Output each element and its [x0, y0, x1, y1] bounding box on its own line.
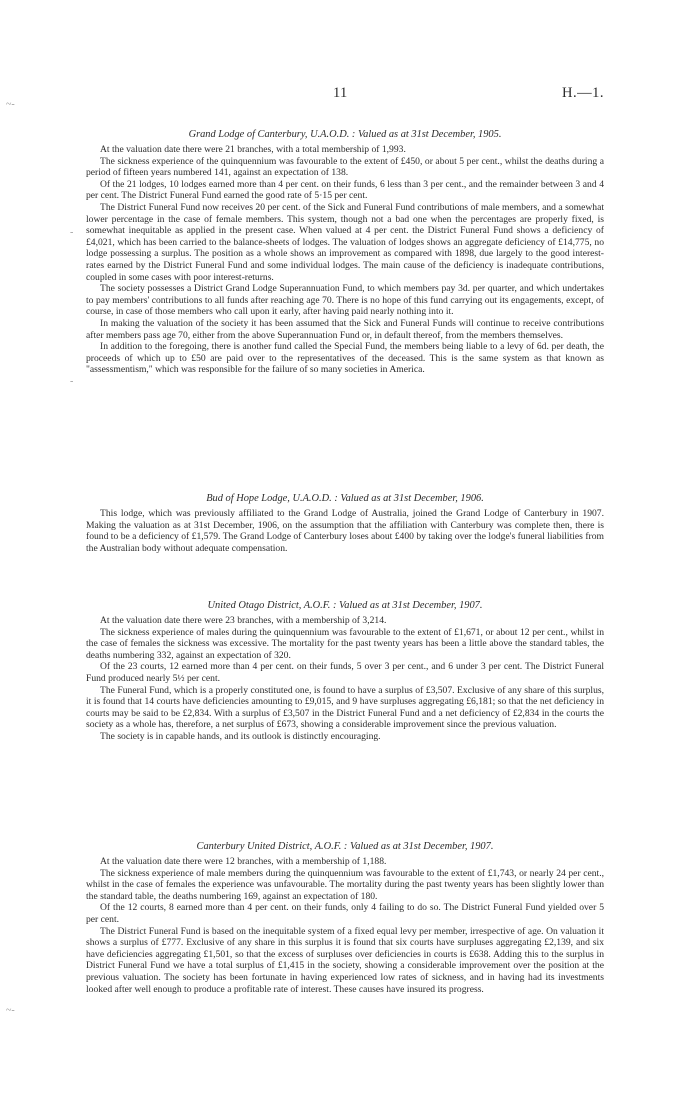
paragraph: The Funeral Fund, which is a properly constituted one, is found to have a surplus of £3,507. Exclusive of any share of this surplus, it is found that 14 courts have deficiencies amounting to £9,015, and 9 have surpluses aggregating £6,181; so that the net deficiency in courts may be said to be £2,834. With a surplus of £3,507 in the District Funeral Fund and a net deficiency of £2,834 in the courts the society as a whole has, therefore, a net surplus of £673, showing a considerable improvement since the previous valuation. [86, 684, 604, 731]
margin-mark-left-1: - [70, 227, 74, 238]
paragraph: Of the 21 lodges, 10 lodges earned more than 4 per cent. on their funds, 6 less than 3 per cent., and the remainder between 3 and 4 per cent. The District Funeral Fund earned the good rate of 5·15 per cent. [86, 178, 604, 202]
section-bud-of-hope-lodge [86, 492, 604, 554]
paragraph: The sickness experience of males during the quinquennium was favourable to the extent of £1,671, or about 12 per cent., whilst in the case of females the sickness was excessive. The mortality for the past twenty years has been a little above the standard tables, the deaths numbering 332, against an expectation of 320. [86, 626, 604, 661]
paragraph: At the valuation date there were 12 branches, with a membership of 1,188. [100, 856, 387, 867]
paragraph: At the valuation date there were 21 branches, with a total membership of 1,993. [100, 144, 406, 155]
paragraph: In making the valuation of the society it has been assumed that the Sick and Funeral Funds will continue to receive contributions after members pass age 70, either from the above Superannuation Fund or, in default thereof, from the members themselves. [86, 317, 604, 341]
page-number: 11 [333, 85, 348, 101]
section-canterbury-united-district [86, 840, 604, 995]
margin-mark-left-2: - [70, 376, 74, 387]
section-grand-lodge-canterbury [86, 128, 604, 376]
section-title: Canterbury United District, A.O.F. : Valued as at 31st December, 1907. [196, 841, 494, 852]
paragraph: In addition to the foregoing, there is another fund called the Special Fund, the members being liable to a levy of 6d. per death, the proceeds of which up to £50 are paid over to the representatives of the deceased. This is the same system as that known as "assessmentism," which was responsible for the failure of so many societies in America. [86, 341, 604, 376]
paragraph: The society is in capable hands, and its outlook is distinctly encouraging. [100, 730, 381, 742]
paragraph: This lodge, which was previously affiliated to the Grand Lodge of Australia, joined the Grand Lodge of Canterbury in 1907. Making the valuation as at 31st December, 1906, on the assumption that the affiliation with Canterbury was complete then, there is found to be a deficiency of £1,579. The Grand Lodge of Canterbury loses about £400 by taking over the lodge's funeral liabilities from the Australian body without adequate compensation. [86, 508, 604, 554]
margin-mark-left-lower: ~- [6, 1005, 15, 1016]
section-united-otago-district [86, 599, 604, 743]
paragraph: At the valuation date there were 23 branches, with a membership of 3,214. [100, 615, 387, 626]
paragraph: The society possesses a District Grand Lodge Superannuation Fund, to which members pay 3d. per quarter, and which undertakes to pay members' contributions to all funds after reaching age 70. There is no hope of this fund carrying out its engagements, except, of course, in case of those members who call upon it early, after having paid nearly nothing into it. [86, 283, 604, 318]
paragraph: The sickness experience of male members during the quinquennium was favourable to the extent of £1,743, or nearly 24 per cent., whilst in the case of females the experience was unfavourable. The mortality during the past twenty years has been slightly lower than the standard table, the deaths numbering 169, against an expectation of 180. [86, 867, 604, 902]
section-title: Grand Lodge of Canterbury, U.A.O.D. : Valued as at 31st December, 1905. [188, 129, 502, 140]
section-title: Bud of Hope Lodge, U.A.O.D. : Valued as at 31st December, 1906. [206, 493, 484, 504]
paragraph: The District Funeral Fund is based on the inequitable system of a fixed equal levy per member, irrespective of age. On valuation it shows a surplus of £777. Exclusive of any share in this surplus it is found that six courts have surpluses aggregating £2,139, and six have deficiencies aggregating £1,501, so that the excess of surpluses over deficiencies in courts is £638. Adding this to the surplus in District Funeral Fund we have a total surplus of £1,415 in the society, showing a considerable improvement over the position at the previous valuation. The society has been fortunate in having experienced low rates of sickness, and in having had its investments looked after well enough to produce a profitable rate of interest. These causes have insured its progress. [86, 925, 604, 995]
document-reference: H.—1. [562, 85, 604, 101]
paragraph: Of the 23 courts, 12 earned more than 4 per cent. on their funds, 5 over 3 per cent., and 6 under 3 per cent. The District Funeral Fund produced nearly 5½ per cent. [86, 661, 604, 684]
paragraph: The sickness experience of the quinquennium was favourable to the extent of £450, or about 5 per cent., whilst the deaths during a period of fifteen years numbered 141, against an expectation of 138. [86, 155, 604, 179]
section-title: United Otago District, A.O.F. : Valued as at 31st December, 1907. [207, 600, 483, 611]
paragraph: Of the 12 courts, 8 earned more than 4 per cent. on their funds, only 4 failing to do so. The District Funeral Fund yielded over 5 per cent. [86, 902, 604, 925]
paragraph: The District Funeral Fund now receives 20 per cent. of the Sick and Funeral Fund contributions of male members, and a somewhat lower percentage in the case of female members. This system, though not a bad one when the percentages are properly fixed, is somewhat inequitable as applied in the present case. When valued at 4 per cent. the District Funeral Fund shows a deficiency of £4,021, which has been carried to the balance-sheets of lodges. The valuation of lodges shows an aggregate deficiency of £14,775, no lodge possessing a surplus. The position as a whole shows an improvement as compared with 1898, due largely to the good interest-rates earned by the District Funeral Fund and some individual lodges. The main cause of the deficiency is inadequate contributions, coupled in some cases with poor interest-returns. [86, 201, 604, 283]
margin-mark-top-left: ~- [6, 99, 15, 110]
